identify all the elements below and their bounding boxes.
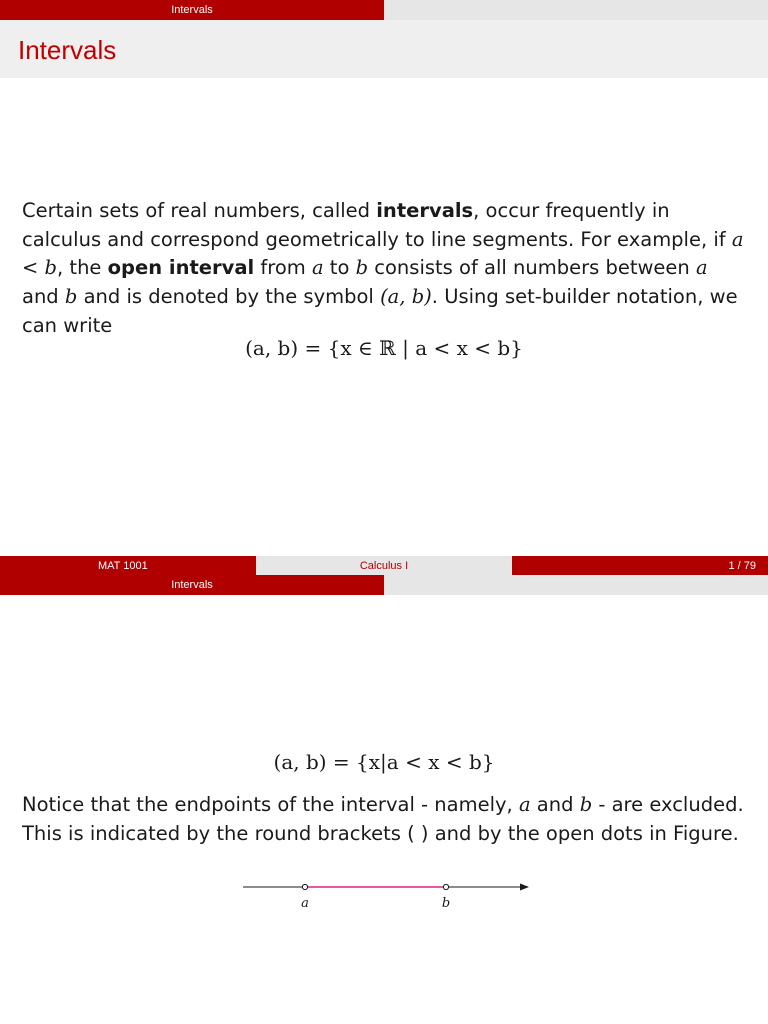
text-run: Notice that the endpoints of the interval - namely, xyxy=(22,793,519,816)
math-inline: (a, b) xyxy=(380,285,432,309)
text-run: , occur frequently in calculus and correspond geometrically to line segments. For example, if xyxy=(22,199,732,251)
text-run: to xyxy=(323,256,356,280)
set-builder-formula: (a, b) = {x|a < x < b} xyxy=(273,750,495,774)
footer-bar xyxy=(0,556,768,576)
term-intervals: intervals xyxy=(376,199,474,222)
text-run: and is denoted by the symbol xyxy=(77,285,381,309)
text-run: and xyxy=(530,793,580,816)
slide-2 xyxy=(0,575,768,1024)
math-inline: b xyxy=(579,793,593,816)
footer-subject: Calculus I xyxy=(256,556,512,576)
arrow-head-icon xyxy=(520,884,529,891)
text-run: and xyxy=(22,285,65,309)
math-inline: b xyxy=(355,256,369,280)
header-bar xyxy=(0,575,768,595)
footer-page xyxy=(512,556,768,576)
label-b: b xyxy=(441,896,451,911)
text-run: - are excluded. This is indicated by the round brackets ( ) and by the open dots in Figure. xyxy=(22,793,744,845)
text-run: , the xyxy=(57,256,108,280)
endpoints-paragraph xyxy=(22,791,750,848)
math-inline: a < b xyxy=(22,227,744,280)
math-inline: a xyxy=(518,793,531,816)
open-dot-a xyxy=(302,884,307,889)
text-run: . Using set-builder notation, we can write xyxy=(22,285,738,337)
text-run: consists of all numbers between xyxy=(368,256,696,280)
page-number: 1 / 79 xyxy=(728,560,756,572)
frame-title: Intervals xyxy=(18,35,117,65)
math-inline: a xyxy=(696,256,708,280)
label-a: a xyxy=(301,896,309,911)
number-line-figure xyxy=(240,871,540,921)
text-run: Certain sets of real numbers, called xyxy=(22,199,377,222)
set-builder-formula: (a, b) = {x ∈ ℝ | a < x < b} xyxy=(245,336,523,360)
text-run: from xyxy=(254,256,312,280)
math-inline: b xyxy=(64,285,78,309)
header-section-title[interactable]: Intervals xyxy=(171,4,213,16)
header-bar xyxy=(0,0,768,20)
footer-course xyxy=(0,556,256,576)
header-section-title[interactable]: Intervals xyxy=(171,579,213,591)
footer-course-label: MAT 1001 xyxy=(98,560,148,572)
term-open-interval: open interval xyxy=(107,256,255,280)
definition-paragraph xyxy=(22,197,750,341)
frame-title-bar xyxy=(0,20,768,78)
open-dot-b xyxy=(443,884,448,889)
math-inline: a xyxy=(311,256,324,280)
